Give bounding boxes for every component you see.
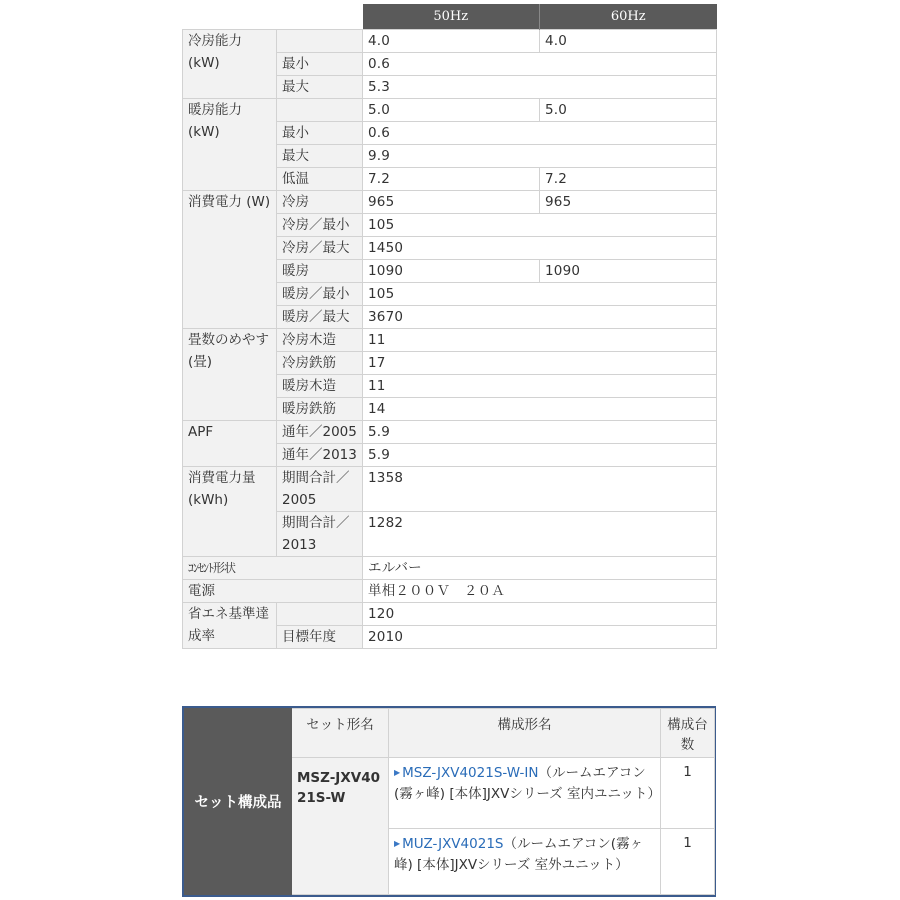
component-link-indoor[interactable]: MSZ-JXV4021S-W-IN (402, 765, 539, 781)
row-sub-label: 低温 (277, 168, 363, 191)
component-link-outdoor[interactable]: MUZ-JXV4021S (402, 836, 504, 852)
value: 1282 (363, 512, 717, 557)
set-model-name: MSZ-JXV4021S-W (292, 758, 389, 895)
row-sub-label: 最小 (277, 122, 363, 145)
row-sub-label: 最大 (277, 145, 363, 168)
row-sub-label: 冷房木造 (277, 329, 363, 352)
component-count: 1 (661, 829, 715, 895)
energy-saving-rate-label: 省エネ基準達 成率 (183, 603, 277, 649)
value: 5.9 (363, 444, 717, 467)
row-sub-label: 暖房／最大 (277, 306, 363, 329)
set-components-label: セット構成品 (185, 709, 292, 895)
value: 1450 (363, 237, 717, 260)
row-sub-label: 最大 (277, 76, 363, 99)
table-row (183, 191, 717, 214)
row-sub-label: 暖房鉄筋 (277, 398, 363, 421)
table-row (183, 603, 717, 626)
value-60hz: 4.0 (540, 30, 717, 53)
power-consumption-label: 消費電力 (W) (183, 191, 277, 329)
row-sub-label: 冷房／最小 (277, 214, 363, 237)
row-sub-label: 最小 (277, 53, 363, 76)
set-header-row (185, 709, 715, 758)
row-sub-label: 暖房 (277, 260, 363, 283)
value: 3670 (363, 306, 717, 329)
value: 0.6 (363, 122, 717, 145)
value: 105 (363, 283, 717, 306)
arrow-right-icon: ▶ (394, 768, 401, 777)
value: 9.9 (363, 145, 717, 168)
table-row (183, 329, 717, 352)
value-50hz: 1090 (363, 260, 540, 283)
row-sub-label: 暖房／最小 (277, 283, 363, 306)
value: 11 (363, 329, 717, 352)
value-60hz: 1090 (540, 260, 717, 283)
value: 5.3 (363, 76, 717, 99)
value: 120 (363, 603, 717, 626)
header-60hz: 60Hz (540, 4, 717, 30)
set-model-header: セット形名 (292, 709, 389, 758)
header-row (183, 4, 717, 30)
apf-label: APF (183, 421, 277, 467)
component-cell (389, 758, 661, 829)
component-count: 1 (661, 758, 715, 829)
value: 5.9 (363, 421, 717, 444)
value-60hz: 5.0 (540, 99, 717, 122)
row-sub-label: 冷房鉄筋 (277, 352, 363, 375)
value: 0.6 (363, 53, 717, 76)
power-supply-label: 電源 (183, 580, 363, 603)
heating-capacity-label: 暖房能力 (kW) (183, 99, 277, 191)
value: 11 (363, 375, 717, 398)
row-sub-label (277, 30, 363, 53)
row-sub-label: 期間合計／ 2005 (277, 467, 363, 512)
component-model-header: 構成形名 (389, 709, 661, 758)
value-50hz: 4.0 (363, 30, 540, 53)
value-50hz: 5.0 (363, 99, 540, 122)
value: 14 (363, 398, 717, 421)
tatami-guideline-label: 畳数のめやす (畳) (183, 329, 277, 421)
row-sub-label: 通年／2005 (277, 421, 363, 444)
spec-table (182, 4, 717, 649)
table-row (183, 30, 717, 53)
component-count-header: 構成台数 (661, 709, 715, 758)
table-row (183, 580, 717, 603)
set-components-table (184, 708, 715, 895)
value-60hz: 965 (540, 191, 717, 214)
component-description: （ルームエアコン(霧ヶ峰) [本体]JXVシリーズ 室内ユニット） (394, 765, 661, 802)
row-sub-label: 目標年度 (277, 626, 363, 649)
value: 105 (363, 214, 717, 237)
value: 1358 (363, 467, 717, 512)
component-description: （ルームエアコン(霧ヶ峰) [本体]JXVシリーズ 室外ユニット） (394, 836, 644, 873)
row-sub-label: 冷房 (277, 191, 363, 214)
cooling-capacity-label: 冷房能力 (kW) (183, 30, 277, 99)
table-row (183, 421, 717, 444)
header-50hz: 50Hz (363, 4, 540, 30)
value: エルバー (363, 557, 717, 580)
row-sub-label: 期間合計／ 2013 (277, 512, 363, 557)
value: 単相２００Ｖ ２０Ａ (363, 580, 717, 603)
value: 2010 (363, 626, 717, 649)
arrow-right-icon: ▶ (394, 839, 401, 848)
value-50hz: 965 (363, 191, 540, 214)
value: 17 (363, 352, 717, 375)
table-row (183, 467, 717, 512)
value-60hz: 7.2 (540, 168, 717, 191)
component-cell (389, 829, 661, 895)
row-sub-label (277, 603, 363, 626)
energy-consumption-label: 消費電力量 (kWh) (183, 467, 277, 557)
outlet-shape-label: ｺﾝｾﾝﾄ形状 (183, 557, 363, 580)
table-row (183, 557, 717, 580)
table-row (183, 99, 717, 122)
row-sub-label (277, 99, 363, 122)
row-sub-label: 通年／2013 (277, 444, 363, 467)
row-sub-label: 暖房木造 (277, 375, 363, 398)
value-50hz: 7.2 (363, 168, 540, 191)
row-sub-label: 冷房／最大 (277, 237, 363, 260)
set-components-box (182, 706, 716, 897)
